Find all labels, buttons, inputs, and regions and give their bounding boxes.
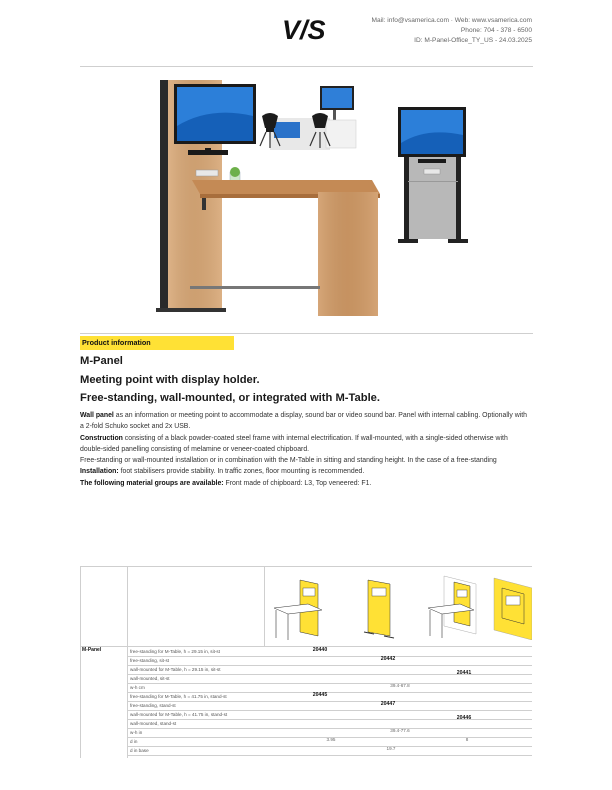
logo-text: V/S bbox=[282, 15, 326, 44]
article-code-20441: 20441 bbox=[456, 670, 472, 676]
term-materials: The following material groups are available: bbox=[80, 479, 224, 487]
contact-block bbox=[372, 16, 532, 46]
dimension-wh-cm: 39.4-67.8 bbox=[390, 683, 410, 688]
text-construction: consisting of a black powder-coated steel frame with internal electrification. If wall-mounted, with a single-sided otherwise with double-sided panelling consisting of melamine or veneer-coated chipboard. bbox=[80, 434, 508, 453]
spec-row-label: free-standing for M-Table, h = 29.15 in, sit-st bbox=[130, 648, 221, 654]
spec-row-label: wall-mounted for M-Table, h = 41.75 in, stand-st bbox=[130, 711, 228, 717]
term-wall-panel: Wall panel bbox=[80, 412, 114, 419]
article-code-20445: 20445 bbox=[312, 692, 328, 698]
description-paragraph-construction bbox=[80, 433, 532, 456]
product-subtitle-1: Meeting point with display holder. bbox=[80, 374, 260, 386]
spec-row-label: wall-mounted for M-Table, h = 29.15 in, sit-st bbox=[130, 666, 221, 672]
spec-row-label: d in base bbox=[130, 747, 149, 753]
term-construction: Construction bbox=[80, 434, 123, 442]
spec-product-name: M-Panel bbox=[82, 647, 102, 653]
spec-table bbox=[80, 566, 532, 758]
article-code-20447: 20447 bbox=[380, 701, 396, 707]
pictogram-free-standing bbox=[354, 574, 410, 640]
article-code-20446: 20446 bbox=[456, 715, 472, 721]
spec-row-line bbox=[127, 755, 532, 756]
description-paragraph-wall-panel bbox=[80, 410, 532, 433]
section-rule bbox=[80, 333, 533, 334]
contact-phone: Phone: 704 - 378 - 6500 bbox=[460, 27, 532, 34]
product-photo-panel-with-table bbox=[150, 76, 390, 322]
spec-row-line bbox=[127, 746, 532, 747]
spec-row-label: free-standing, stand-st bbox=[130, 702, 176, 708]
spec-row-label: free-standing, sit-st bbox=[130, 657, 170, 663]
pictogram-free-standing-with-table bbox=[270, 574, 326, 640]
spec-row-label: w-h cm bbox=[130, 684, 145, 690]
product-subtitle-2: Free-standing, wall-mounted, or integrated with M-Table. bbox=[80, 392, 381, 404]
document-id: ID: M-Panel-Office_TY_US - 24.03.2025 bbox=[414, 37, 532, 44]
text-wall-panel: as an information or meeting point to accommodate a display, sound bar or video sound bar. Panel with internal cabling. Optionally with a 2-fold Schuko socket and 2x USB. bbox=[80, 412, 527, 431]
article-code-20442: 20442 bbox=[380, 656, 396, 662]
pictogram-wall-mounted-with-table bbox=[424, 574, 480, 640]
product-title: M-Panel bbox=[80, 355, 123, 367]
spec-row-label: w-h in bbox=[130, 729, 143, 735]
spec-row-label: wall-mounted, stand-st bbox=[130, 720, 177, 726]
dimension-wh-in: 39.4-77.6 bbox=[390, 728, 410, 733]
spec-row-label: wall-mounted, sit-st bbox=[130, 675, 170, 681]
dimension-d-in-right: 8 bbox=[465, 737, 469, 742]
product-description bbox=[80, 410, 532, 489]
dimension-d-in-left: 3.95 bbox=[326, 737, 336, 742]
description-paragraph-installation bbox=[80, 455, 532, 478]
spec-row-line bbox=[127, 656, 532, 657]
article-code-20440: 20440 bbox=[312, 647, 328, 653]
spec-divider-col1 bbox=[264, 566, 265, 646]
spec-divider-product bbox=[127, 566, 128, 758]
vs-logo bbox=[282, 14, 332, 44]
spec-row-line bbox=[127, 683, 532, 684]
contact-mail-web: Mail: info@vsamerica.com · Web: www.vsamerica.com bbox=[371, 17, 532, 24]
spec-top-border bbox=[80, 566, 532, 567]
header-rule bbox=[80, 66, 533, 67]
term-installation: Installation: bbox=[80, 468, 119, 476]
spec-row-line bbox=[127, 701, 532, 702]
text-installation: foot stabilisers provide stability. In traffic zones, floor mounting is recommended. bbox=[118, 468, 365, 476]
spec-row-line bbox=[127, 728, 532, 729]
pictogram-wall-mounted bbox=[490, 574, 532, 640]
spec-left-border bbox=[80, 566, 81, 758]
product-information-tag: Product information bbox=[80, 336, 234, 350]
text-materials: Front made of chipboard: L3, Top veneered: F1. bbox=[223, 479, 372, 487]
spec-row-label: d in bbox=[130, 738, 138, 744]
spec-row-label: free-standing for M-Table, h = 41.75 in, stand-st bbox=[130, 693, 227, 699]
product-photo-free-standing-panel bbox=[396, 105, 468, 245]
description-paragraph-materials bbox=[80, 478, 532, 489]
dimension-d-in-base: 19.7 bbox=[386, 746, 396, 751]
text-installation-intro: Free-standing or wall-mounted installation or in combination with the M-Table in sitting and standing height. In the case of a free-standing bbox=[80, 457, 497, 465]
